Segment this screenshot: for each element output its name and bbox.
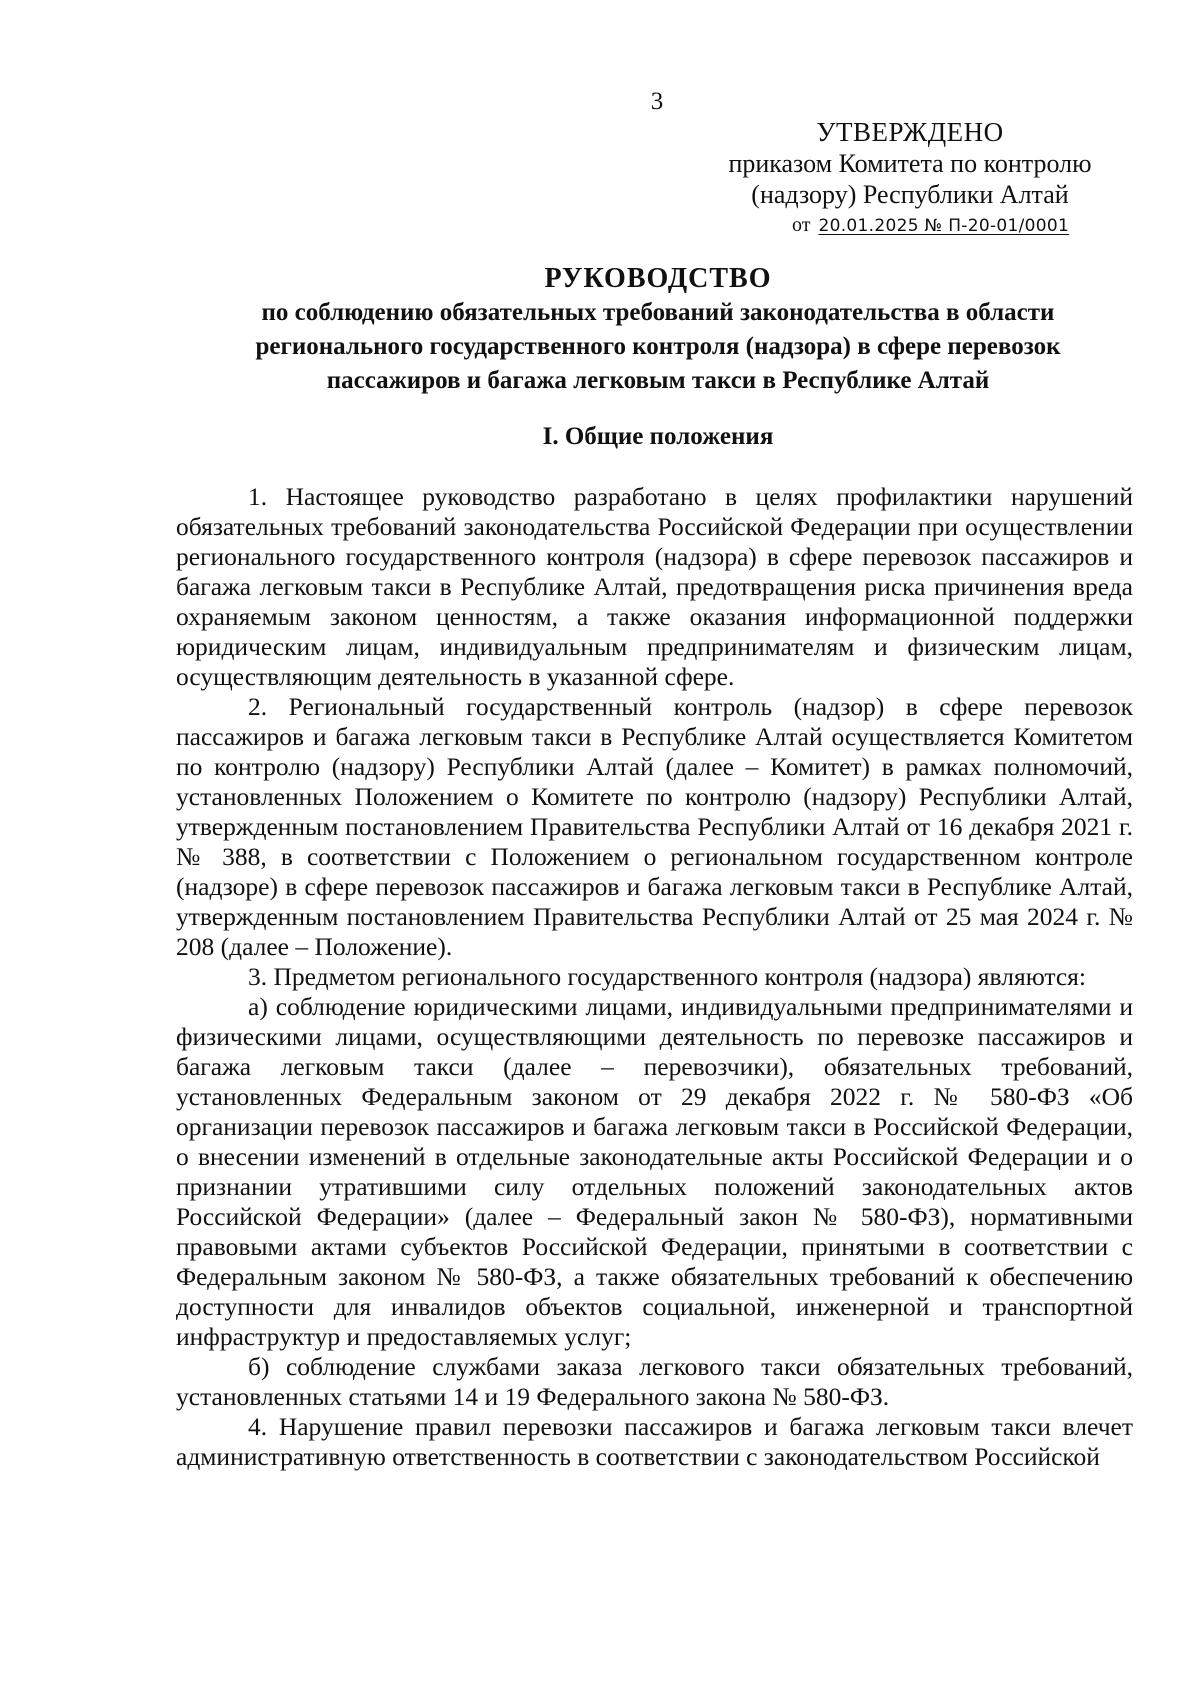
document-title: РУКОВОДСТВО (544, 263, 772, 294)
approval-line-1: приказом Комитета по контролю (728, 149, 1092, 178)
paragraph-4: 4. Нарушение правил перевозки пассажиров и багажа легковым такси влечет административную ответственность в соответствии с законодательством Российской (176, 1412, 1133, 1471)
paragraph-2: 2. Региональный государственный контроль (надзор) в сфере перевозок пассажиров и багажа легковым такси в Республике Алтай осуществляется Комитетом по контролю (надзору) Республики Алтай (далее – Комитет) в рамках полномочий, установленных Положением о Комитете по контролю (надзору) Республики Алтай, утвержденным постановлением Правительства Республики Алтай от 16 декабря 2021 г. № 388, в соответствии с Положением о региональном государственном контроле (надзоре) в сфере перевозок пассажиров и багажа легковым такси в Республике Алтай, утвержденным постановлением Правительства Республики Алтай от 25 мая 2024 г. № 208 (далее – Положение). (176, 692, 1133, 961)
paragraph-3b: б) соблюдение службами заказа легкового такси обязательных требований, установленных статьями 14 и 19 Федерального закона № 580-ФЗ. (176, 1352, 1133, 1411)
section-heading: I. Общие положения (542, 423, 774, 450)
date-prefix: от (792, 214, 811, 236)
document-title-block (168, 262, 1148, 398)
section-body (176, 482, 1133, 1472)
approval-line-2: (надзору) Республики Алтай (751, 180, 1069, 209)
approval-date-line (720, 210, 1100, 242)
order-date-number: 20.01.2025 № П-20-01/0001 (818, 216, 1070, 236)
document-subtitle-line-1: по соблюдению обязательных требований законодательства в области (261, 299, 1055, 326)
paragraph-3: 3. Предметом регионального государственного контроля (надзора) являются: (248, 962, 1086, 991)
paragraph-3a: а) соблюдение юридическими лицами, индивидуальными предпринимателями и физическими лицами, осуществляющими деятельность по перевозке пассажиров и багажа легковым такси (далее – перевозчики), обязательных требований, установленных Федеральным законом от 29 декабря 2022 г. № 580-ФЗ «Об организации перевозок пассажиров и багажа легковым такси в Российской Федерации, о внесении изменений в отдельные законодательные акты Российской Федерации и о признании утратившими силу отдельных положений законодательных актов Российской Федерации» (далее – Федеральный закон № 580-ФЗ), нормативными правовыми актами субъектов Российской Федерации, принятыми в соответствии с Федеральным законом № 580-ФЗ, а также обязательных требований к обеспечению доступности для инвалидов объектов социальной, инженерной и транспортной инфраструктур и предоставляемых услуг; (176, 992, 1133, 1351)
approval-block (720, 117, 1100, 242)
paragraph-1: 1. Настоящее руководство разработано в целях профилактики нарушений обязательных требований законодательства Российской Федерации при осуществлении регионального государственного контроля (надзора) в сфере перевозок пассажиров и багажа легковым такси в Республике Алтай, предотвращения риска причинения вреда охраняемым законом ценностям, а также оказания информационной поддержки юридическим лицам, индивидуальным предпринимателям и физическим лицам, осуществляющим деятельность в указанной сфере. (176, 482, 1133, 691)
document-subtitle-line-2: регионального государственного контроля (надзора) в сфере перевозок (255, 333, 1061, 360)
approval-stamp: УТВЕРЖДЕНО (816, 117, 1004, 147)
page-number: 3 (650, 88, 664, 115)
document-subtitle-line-3: пассажиров и багажа легковым такси в Республике Алтай (326, 367, 990, 394)
